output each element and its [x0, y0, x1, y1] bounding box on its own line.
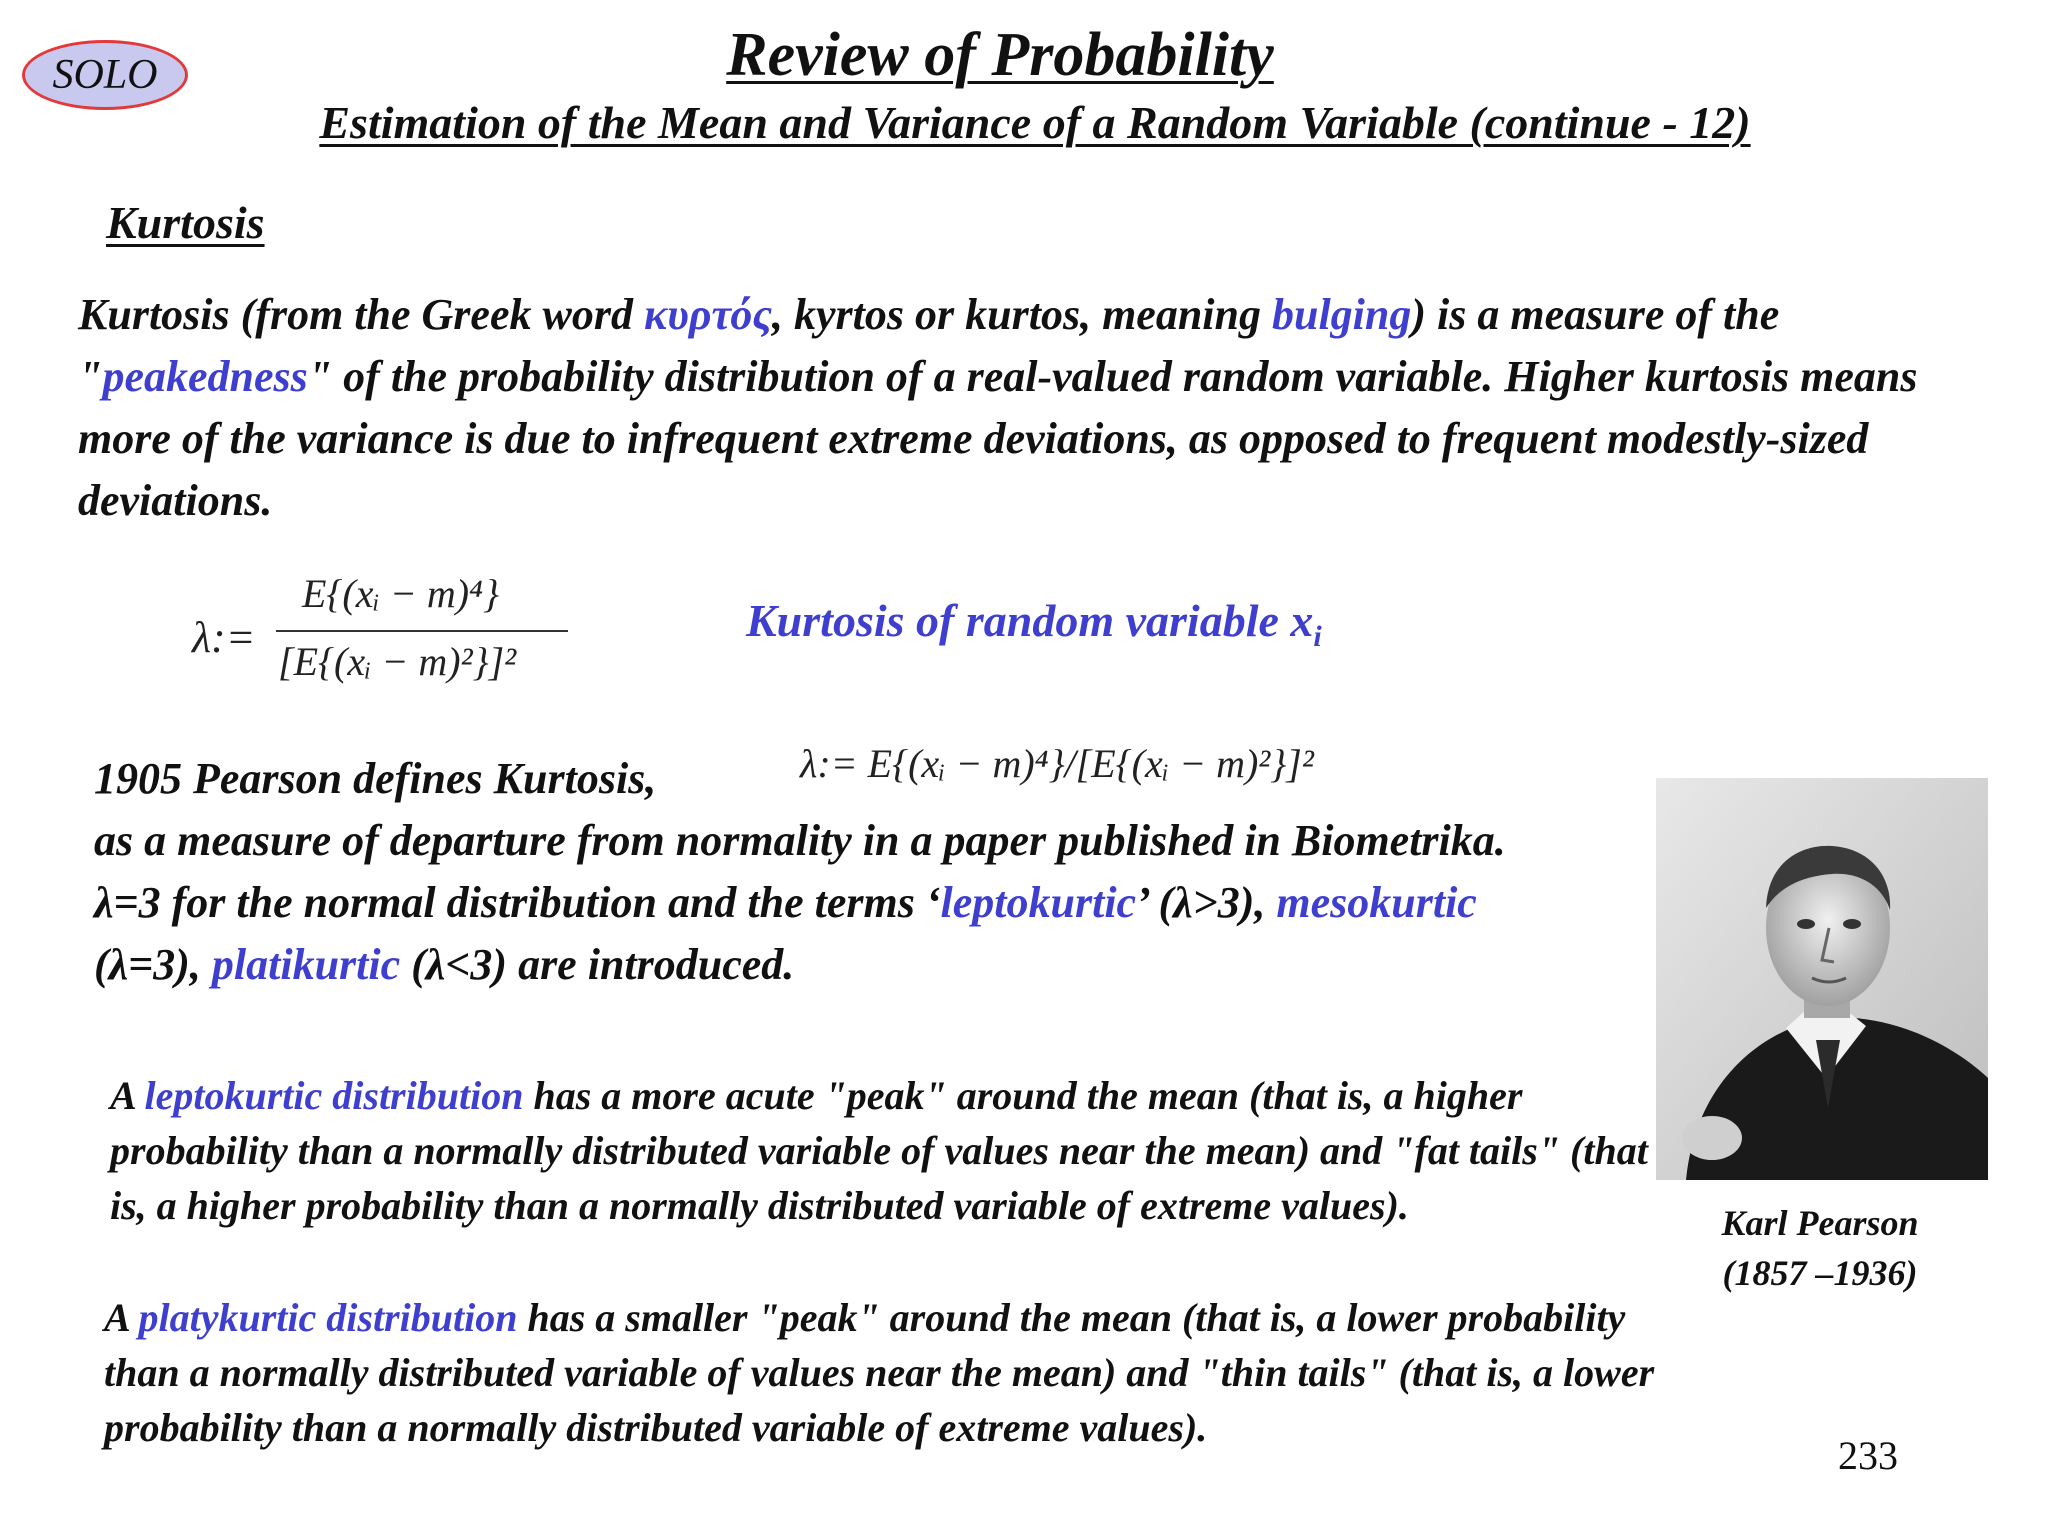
pearson-text-2: as a measure of departure from normality in a paper published in Biometrika. λ=3 for the normal distribution and the terms ‘ [94, 816, 1506, 927]
leptokurtic-distribution-term: leptokurtic distribution [144, 1073, 524, 1118]
kurtosis-formula [192, 562, 592, 712]
page-subtitle: Estimation of the Mean and Variance of a Random Variable (continue - 12) [319, 97, 1751, 148]
lepto-text-2: has a more acute "peak" around the mean (that is, a higher probability than a normally distributed variable of values near the mean) and "fat tails" (that is, a higher probability than a normally distributed variable of extreme values). [110, 1073, 1648, 1228]
platykurtic-paragraph [104, 1290, 1684, 1455]
formula-numerator: E{(xᵢ − m)⁴} [302, 571, 499, 616]
platy-text-2: has a smaller "peak" around the mean (that is, a lower probability than a normally distributed variable of values near the mean) and "thin tails" (that is, a lower probability than a normally distributed variable of extreme values). [104, 1295, 1655, 1450]
formula-caption-subscript: i [1313, 620, 1322, 654]
platikurtic-term: platikurtic [211, 940, 401, 989]
formula-caption [746, 594, 1322, 654]
formula-lhs: λ:= [192, 613, 256, 662]
bulging-term: bulging [1271, 290, 1412, 339]
intro-text-4: " of the probability distribution of a real-valued random variable. Higher kurtosis means more of the variance is due to infrequent extreme deviations, as opposed to frequent modestly-sized deviations. [78, 352, 1918, 525]
karl-pearson-portrait [1656, 778, 1988, 1180]
platykurtic-distribution-term: platykurtic distribution [138, 1295, 518, 1340]
page-title: Review of Probability [726, 21, 1274, 89]
leptokurtic-paragraph [110, 1068, 1670, 1233]
platy-text-1: A [104, 1295, 139, 1340]
section-heading: Kurtosis [106, 197, 265, 248]
lepto-text-1: A [110, 1073, 145, 1118]
intro-text-2: , kyrtos or kurtos, meaning [772, 290, 1272, 339]
solo-badge-label: SOLO [52, 52, 158, 98]
intro-text-1: Kurtosis (from the Greek word [78, 290, 644, 339]
intro-text-3: ) is a measure of the " [78, 290, 1780, 401]
inline-formula-text: λ:= E{(xᵢ − m)⁴}/[E{(xᵢ − m)²}]² [800, 741, 1314, 786]
pearson-line-1: 1905 Pearson defines Kurtosis, [94, 754, 657, 803]
leptokurtic-term: leptokurtic [940, 878, 1137, 927]
fraction-bar [276, 630, 568, 632]
portrait-caption [1640, 1198, 2000, 1298]
peakedness-term: peakedness [102, 352, 308, 401]
pearson-text-5: (λ<3) are introduced. [400, 940, 795, 989]
mesokurtic-term: mesokurtic [1276, 878, 1477, 927]
inline-kurtosis-formula [800, 728, 1450, 802]
portrait-name: Karl Pearson [1721, 1203, 1919, 1243]
intro-paragraph [78, 284, 2008, 532]
pearson-text-3: ’ (λ>3), [1136, 878, 1277, 927]
formula-denominator: [E{(xᵢ − m)²}]² [278, 639, 517, 684]
greek-word: κυρτός [643, 290, 772, 339]
formula-caption-text: Kurtosis of random variable x [746, 595, 1314, 646]
pearson-text-4: (λ=3), [94, 940, 212, 989]
portrait-years: (1857 –1936) [1722, 1253, 1918, 1293]
page-number: 233 [1838, 1433, 1898, 1478]
